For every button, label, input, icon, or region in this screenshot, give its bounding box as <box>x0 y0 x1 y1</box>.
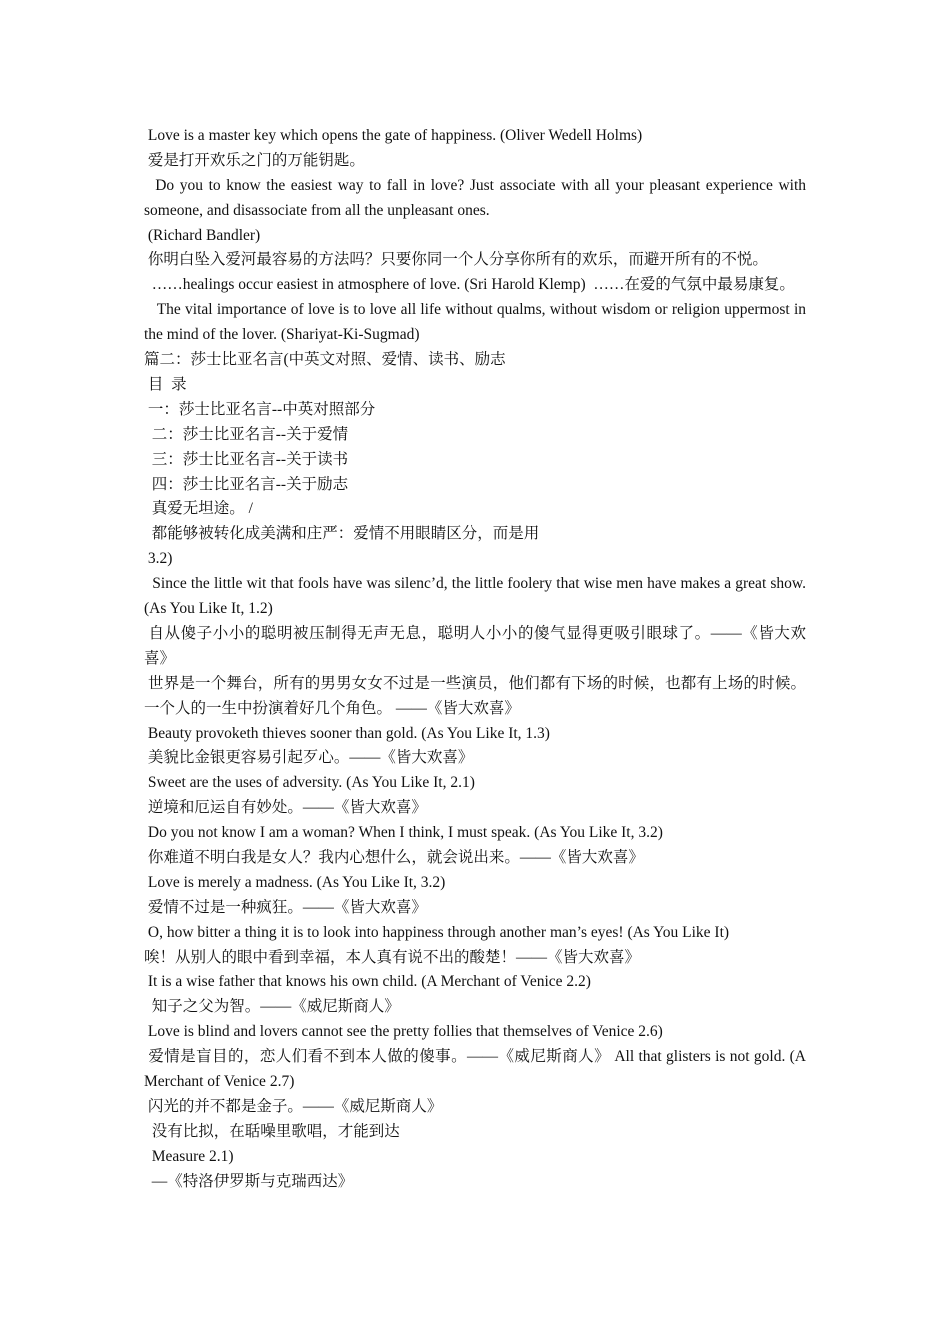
text-line: 爱是打开欢乐之门的万能钥匙。 <box>144 151 365 169</box>
text-line: O, how bitter a thing it is to look into happiness through another man’s eyes! (As You Like It) <box>144 923 730 941</box>
text-line: 你难道不明白我是女人？我内心想什么，就会说出来。——《皆大欢喜》 <box>144 849 644 866</box>
text-line: Love is blind and lovers cannot see the pretty follies that themselves of Venice 2.6) <box>144 1023 663 1041</box>
text-line: Love is a master key which opens the gate of happiness. (Oliver Wedell Holms) <box>144 127 643 144</box>
text-line: 真爱无坦途。 / <box>144 500 253 518</box>
toc-item: 二：莎士比亚名言--关于爱情 <box>144 425 349 443</box>
text-line: 3.2) <box>144 550 173 568</box>
text-line: 闪光的并不都是金子。——《威尼斯商人》 <box>144 1097 443 1115</box>
toc-item: 四：莎士比亚名言--关于励志 <box>144 475 349 493</box>
toc-item: 三：莎士比亚名言--关于读书 <box>144 450 349 468</box>
text-paragraph: The vital importance of love is to love all life without qualms, without wisdom or religion uppermost in the mind of the lover. (Shariyat-Ki-Sugmad) <box>144 301 810 344</box>
text-line: 唉！从别人的眼中看到幸福，本人真有说不出的酸楚！——《皆大欢喜》 <box>144 948 641 966</box>
text-paragraph: 自从傻子小小的聪明被压制得无声无息，聪明人小小的傻气显得更吸引眼球了。——《皆大欢喜》 <box>144 624 807 667</box>
toc-item: 一：莎士比亚名言--中英对照部分 <box>144 400 376 418</box>
text-line: 都能够被转化成美满和庄严：爱情不用眼睛区分，而是用 <box>144 525 540 543</box>
text-paragraph: Since the little wit that fools have was silenc’d, the little foolery that wise men have makes a great show. (As You Like It, 1.2) <box>144 575 810 618</box>
text-line: Sweet are the uses of adversity. (As You Like It, 2.1) <box>144 774 475 792</box>
text-paragraph: ……healings occur easiest in atmosphere of love. (Sri Harold Klemp) ……在爱的气氛中最易康复。 <box>144 276 795 294</box>
toc-title: 目 录 <box>144 375 187 393</box>
text-paragraph: 世界是一个舞台，所有的男男女女不过是一些演员，他们都有下场的时候，也都有上场的时候。一个人的一生中扮演着好几个角色。 ——《皆大欢喜》 <box>144 674 806 717</box>
text-paragraph: Do you to know the easiest way to fall in love? Just associate with all your pleasant experience with someone, and disassociate from all the unpleasant ones. <box>144 176 810 219</box>
text-line: 没有比拟，在聒噪里歌唱，才能到达 <box>144 1122 400 1140</box>
section-heading: 篇二：莎士比亚名言(中英文对照、爱情、读书、励志 <box>144 351 506 369</box>
text-line: Beauty provoketh thieves sooner than gold. (As You Like It, 1.3) <box>144 724 550 742</box>
text-line: 知子之父为智。——《威尼斯商人》 <box>144 998 400 1016</box>
text-line: 美貌比金银更容易引起歹心。——《皆大欢喜》 <box>144 749 474 767</box>
text-line: 爱情不过是一种疯狂。——《皆大欢喜》 <box>144 898 427 916</box>
text-line: Measure 2.1) <box>144 1147 234 1165</box>
text-line: 逆境和厄运自有妙处。——《皆大欢喜》 <box>144 799 427 817</box>
text-line: 你明白坠入爱河最容易的方法吗？只要你同一个人分享你所有的欢乐，而避开所有的不悦。 <box>144 251 768 269</box>
text-line: —《特洛伊罗斯与克瑞西达》 <box>144 1172 354 1190</box>
text-paragraph: 爱情是盲目的，恋人们看不到本人做的傻事。——《威尼斯商人》 All that glisters is not gold. (A Merchant of Venice 2.7) <box>144 1048 810 1091</box>
text-line: Love is merely a madness. (As You Like It, 3.2) <box>144 873 446 891</box>
text-line: Do you not know I am a woman? When I think, I must speak. (As You Like It, 3.2) <box>144 824 663 842</box>
text-line: (Richard Bandler) <box>144 226 261 244</box>
document-page <box>144 124 810 1195</box>
text-line: It is a wise father that knows his own child. (A Merchant of Venice 2.2) <box>144 973 591 991</box>
